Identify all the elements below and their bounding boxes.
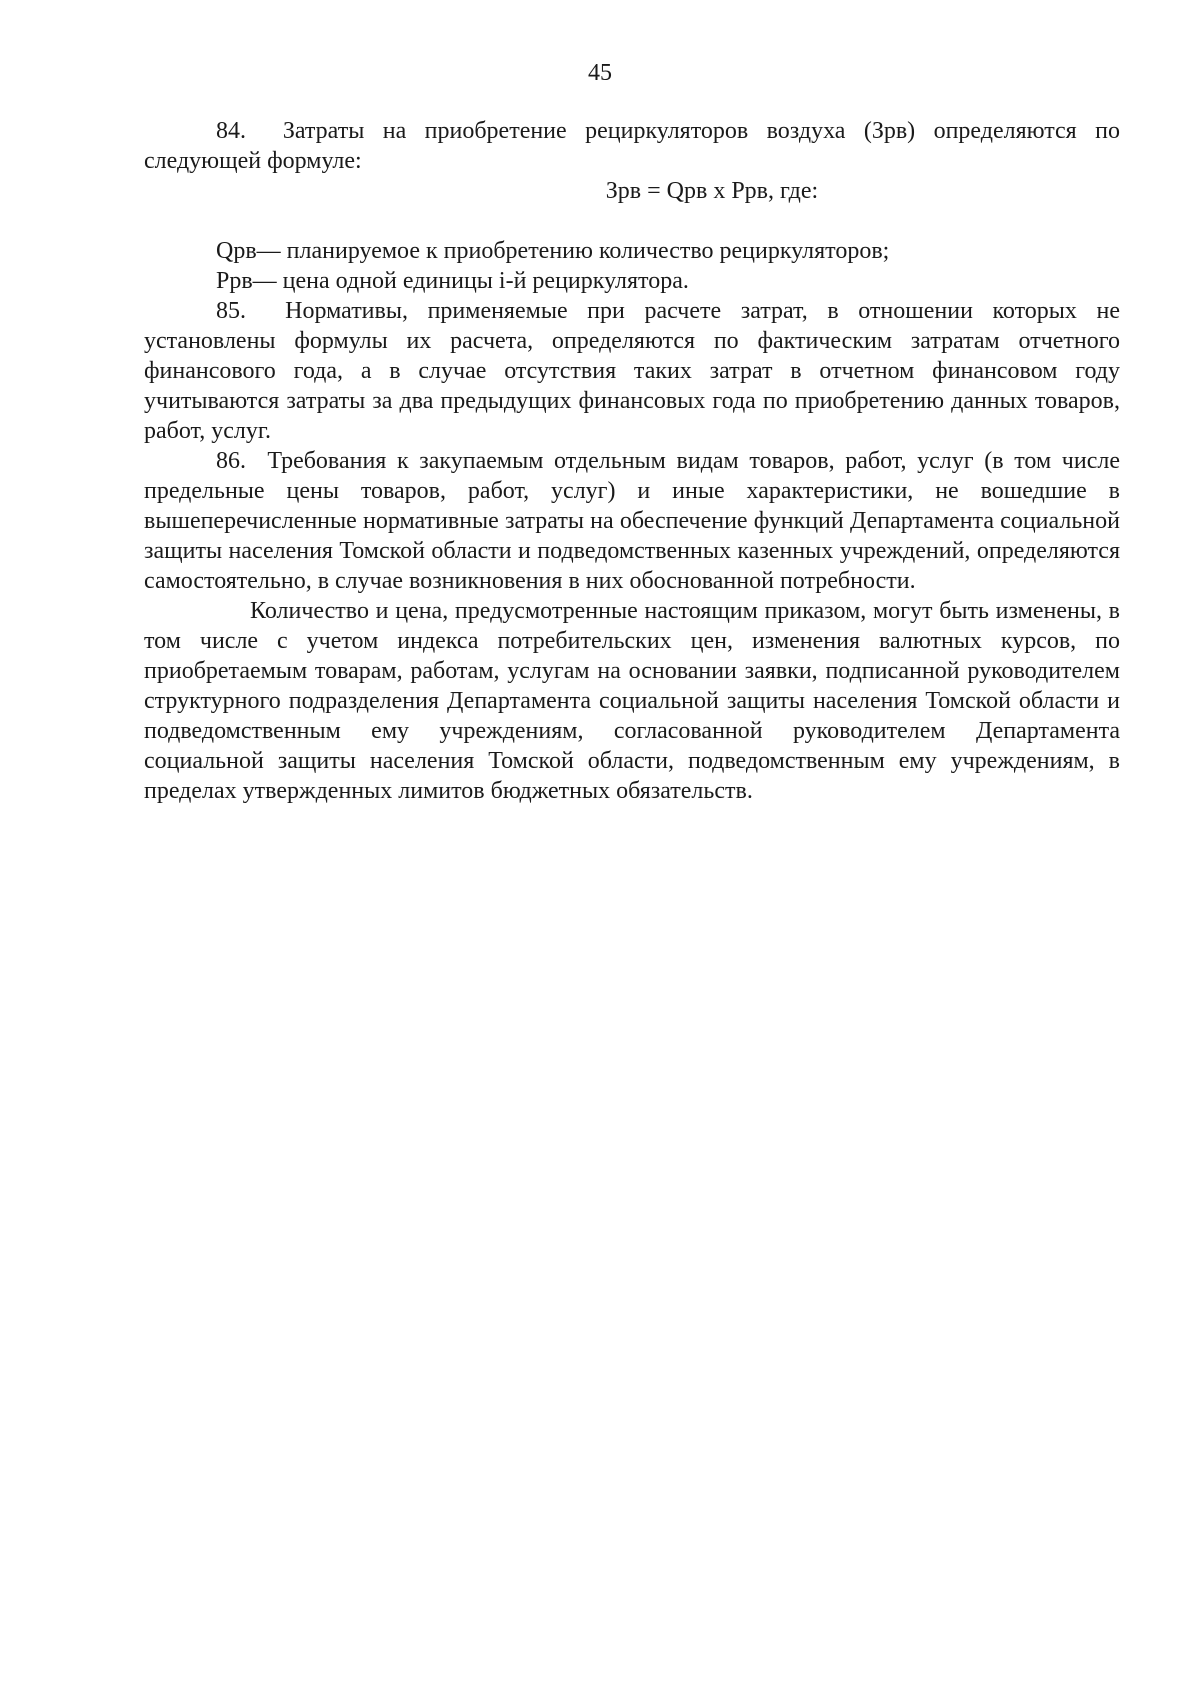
paragraph-85: 85. Нормативы, применяемые при расчете затрат, в отношении которых не установлены формулы их расчета, определяются по фактическим затратам отчетного финансового года, а в случае отсутствия таких затрат в отчетном финансовом году учитываются затраты за два предыдущих финансовых года по приобретению данных товаров, работ, услуг. [144,298,1120,444]
page-number: 45 [588,60,612,86]
paragraph-final: Количество и цена, предусмотренные настоящим приказом, могут быть изменены, в том числе с учетом индекса потребительских цен, изменения валютных курсов, по приобретаемым товарам, работам, услугам на основании заявки, подписанной руководителем структурного подразделения Департамента социальной защиты населения Томской области и подведомственным ему учреждениям, согласованной руководителем Департамента социальной защиты населения Томской области, подведомственным ему учреждениям, в пределах утвержденных лимитов бюджетных обязательств. [144,598,1120,804]
formula-zrv: Зрв = Qрв х Ррв, где: [605,178,819,204]
formula-variables [144,236,1120,296]
paragraph-84-intro: 84. Затраты на приобретение рециркуляторов воздуха (Зрв) определяются по следующей формуле: [144,118,1120,174]
document-body [144,116,1120,806]
variable-qrv: Qрв— планируемое к приобретению количество рециркуляторов; [216,238,890,264]
paragraph-86: 86. Требования к закупаемым отдельным видам товаров, работ, услуг (в том числе предельные цены товаров, работ, услуг) и иные характеристики, не вошедшие в вышеперечисленные нормативные затраты на обеспечение функций Департамента социальной защиты населения Томской области и подведомственных казенных учреждений, определяются самостоятельно, в случае возникновения в них обоснованной потребности. [144,448,1120,594]
variable-prv: Ррв— цена одной единицы i-й рециркулятора. [216,268,689,294]
